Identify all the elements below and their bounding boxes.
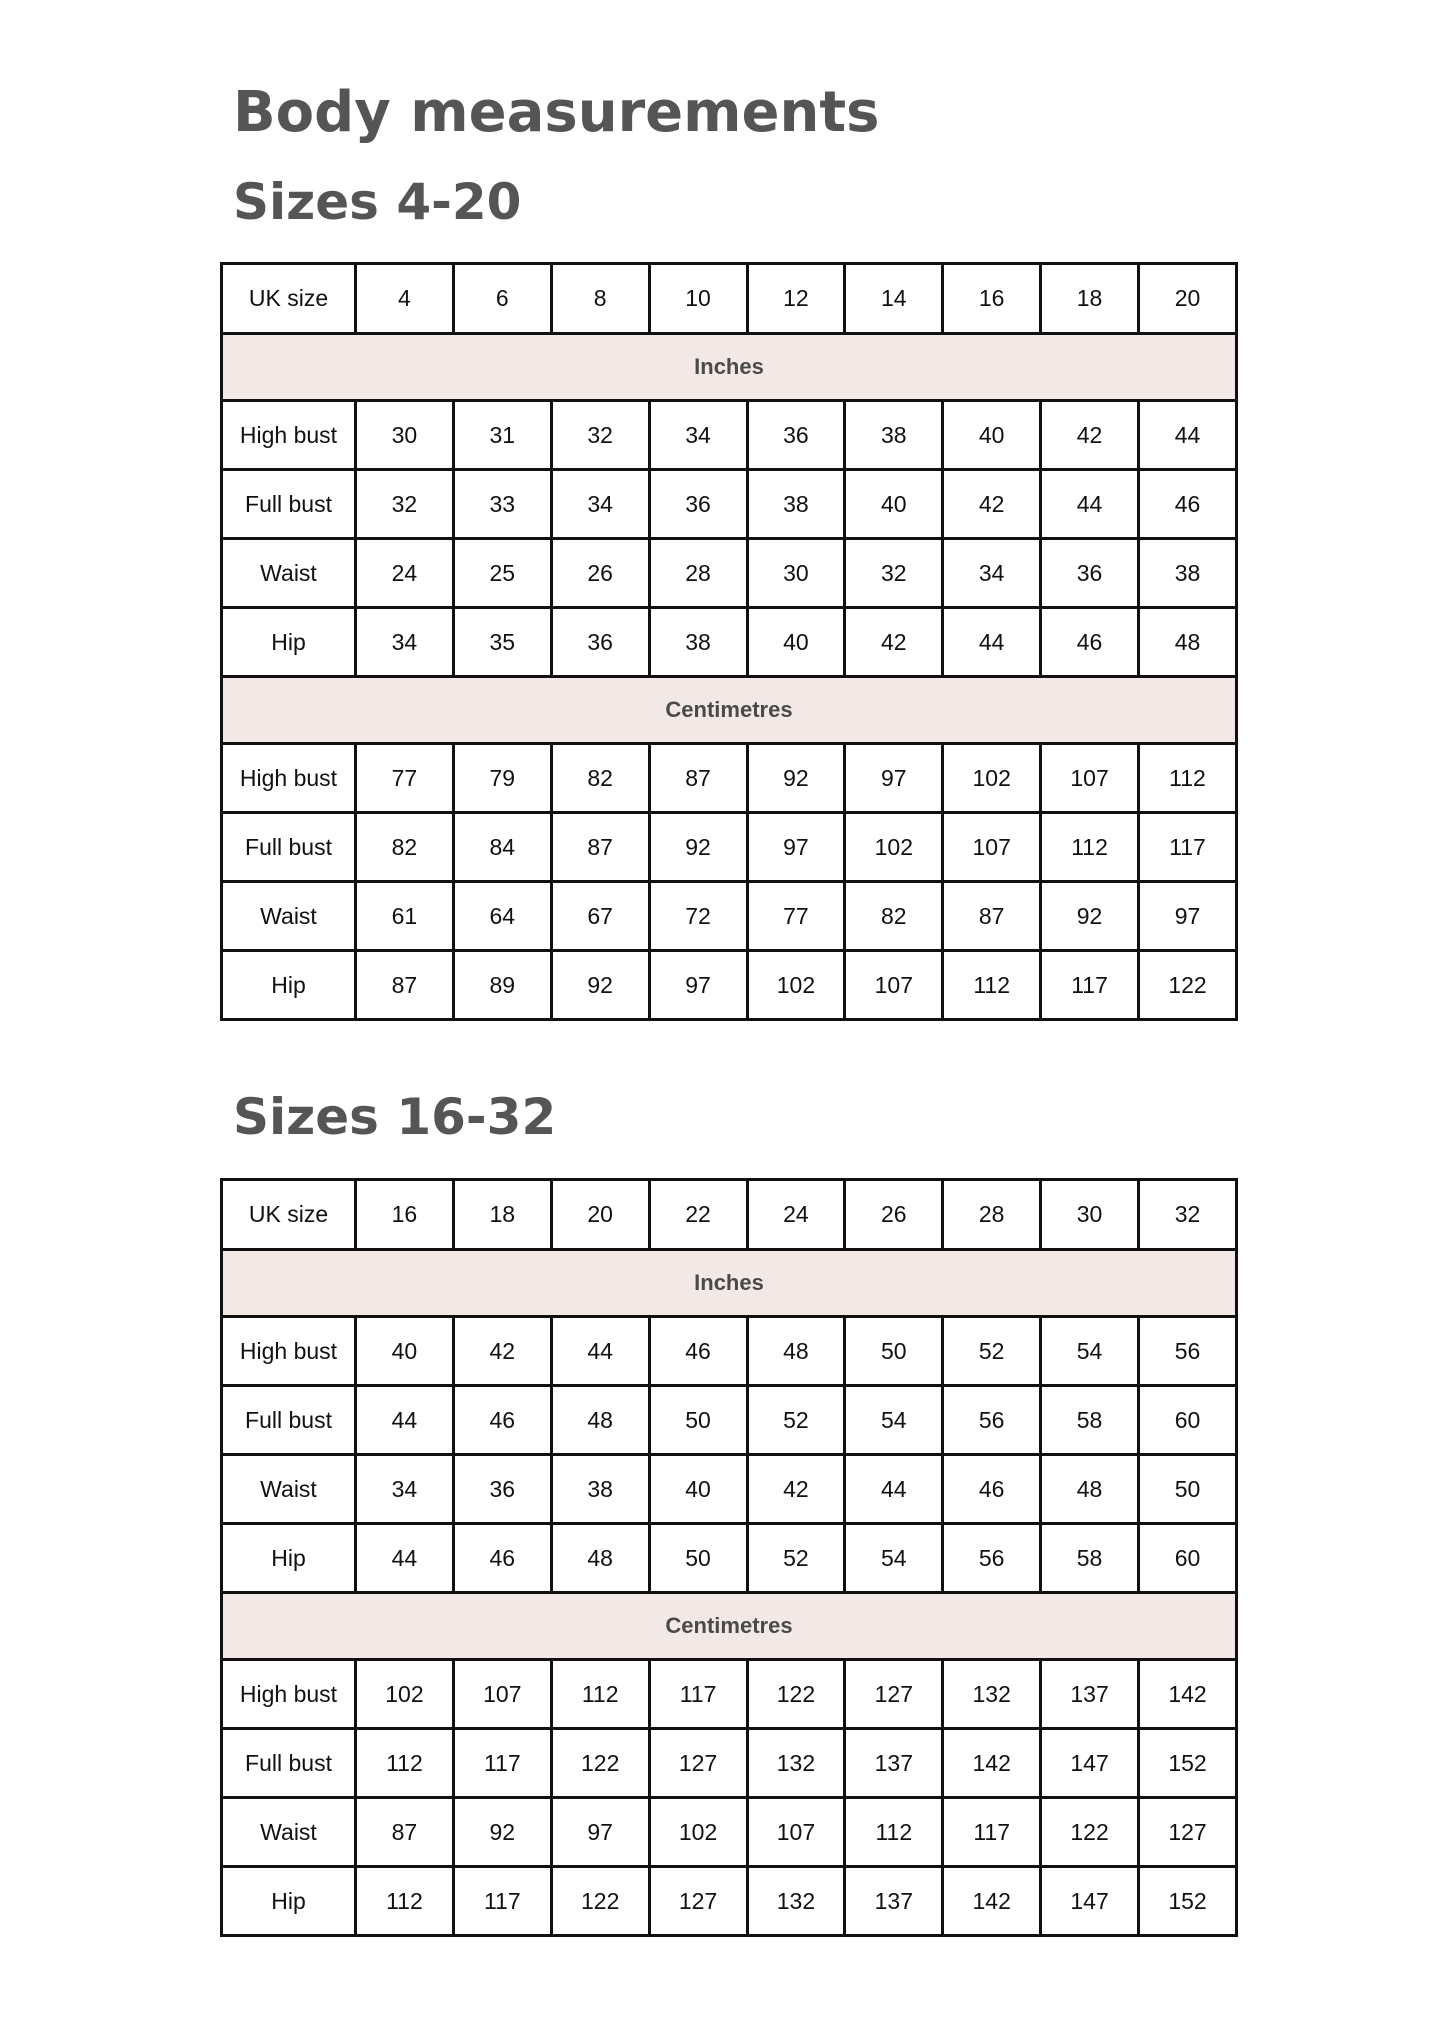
size-cell: 16 (356, 1180, 454, 1250)
measurement-value: 40 (747, 608, 845, 677)
measurement-value: 32 (845, 539, 943, 608)
table-header-row (222, 264, 1237, 334)
measurement-value: 87 (356, 1798, 454, 1867)
measurement-value: 42 (453, 1317, 551, 1386)
measurement-value: 36 (649, 470, 747, 539)
measurement-value: 42 (845, 608, 943, 677)
measurement-value: 36 (747, 401, 845, 470)
measurement-label: Waist (222, 1798, 356, 1867)
measurement-value: 79 (453, 744, 551, 813)
measurement-value: 127 (649, 1729, 747, 1798)
measurement-value: 32 (356, 470, 454, 539)
measurement-value: 92 (551, 951, 649, 1020)
measurement-value: 87 (551, 813, 649, 882)
measurement-value: 102 (356, 1660, 454, 1729)
measurement-value: 46 (1139, 470, 1237, 539)
size-table (220, 262, 1238, 1021)
measurement-value: 44 (551, 1317, 649, 1386)
measurement-value: 61 (356, 882, 454, 951)
size-cell: 12 (747, 264, 845, 334)
measurement-value: 44 (1139, 401, 1237, 470)
measurement-value: 137 (845, 1867, 943, 1936)
measurement-value: 127 (845, 1660, 943, 1729)
measurement-value: 117 (943, 1798, 1041, 1867)
measurement-value: 46 (453, 1386, 551, 1455)
table-header-row (222, 1180, 1237, 1250)
measurement-value: 44 (356, 1524, 454, 1593)
measurement-value: 50 (649, 1524, 747, 1593)
measurement-value: 60 (1139, 1524, 1237, 1593)
measurement-value: 36 (453, 1455, 551, 1524)
measurement-label: Waist (222, 539, 356, 608)
measurement-value: 92 (453, 1798, 551, 1867)
size-cell: 32 (1139, 1180, 1237, 1250)
measurement-value: 31 (453, 401, 551, 470)
table-row (222, 951, 1237, 1020)
measurement-value: 152 (1139, 1867, 1237, 1936)
table-row (222, 1867, 1237, 1936)
measurement-value: 34 (649, 401, 747, 470)
measurement-value: 97 (845, 744, 943, 813)
measurement-value: 97 (747, 813, 845, 882)
measurement-value: 87 (943, 882, 1041, 951)
measurement-value: 42 (747, 1455, 845, 1524)
measurement-value: 102 (845, 813, 943, 882)
measurement-value: 52 (747, 1386, 845, 1455)
size-cell: 24 (747, 1180, 845, 1250)
measurement-value: 132 (747, 1729, 845, 1798)
measurement-value: 38 (551, 1455, 649, 1524)
measurement-label: Hip (222, 1524, 356, 1593)
measurement-value: 127 (649, 1867, 747, 1936)
measurement-label: Full bust (222, 470, 356, 539)
table-row (222, 1660, 1237, 1729)
table-row (222, 539, 1237, 608)
measurement-value: 34 (551, 470, 649, 539)
measurement-value: 34 (356, 608, 454, 677)
measurement-value: 122 (551, 1729, 649, 1798)
measurement-value: 112 (356, 1867, 454, 1936)
size-cell: 20 (551, 1180, 649, 1250)
measurement-value: 142 (1139, 1660, 1237, 1729)
measurement-value: 117 (453, 1729, 551, 1798)
section-heading: Sizes 16-32 (233, 1088, 557, 1146)
measurement-value: 112 (1041, 813, 1139, 882)
size-cell: 16 (943, 264, 1041, 334)
table-row (222, 608, 1237, 677)
measurement-value: 36 (1041, 539, 1139, 608)
measurement-value: 147 (1041, 1867, 1139, 1936)
measurement-value: 132 (747, 1867, 845, 1936)
measurement-value: 117 (1139, 813, 1237, 882)
measurement-value: 34 (943, 539, 1041, 608)
centimetres-header-row (222, 677, 1237, 744)
table-row (222, 1455, 1237, 1524)
table-row (222, 813, 1237, 882)
measurement-value: 97 (649, 951, 747, 1020)
measurement-value: 25 (453, 539, 551, 608)
size-cell: 18 (1041, 264, 1139, 334)
measurement-value: 54 (845, 1524, 943, 1593)
measurement-value: 92 (1041, 882, 1139, 951)
measurement-value: 107 (943, 813, 1041, 882)
size-cell: 6 (453, 264, 551, 334)
measurement-value: 46 (453, 1524, 551, 1593)
measurement-value: 50 (1139, 1455, 1237, 1524)
measurement-value: 50 (845, 1317, 943, 1386)
measurement-value: 48 (551, 1524, 649, 1593)
size-cell: 8 (551, 264, 649, 334)
measurement-value: 56 (943, 1524, 1041, 1593)
measurement-value: 137 (1041, 1660, 1139, 1729)
table-row (222, 1524, 1237, 1593)
measurement-value: 46 (1041, 608, 1139, 677)
size-label-cell: UK size (222, 1180, 356, 1250)
measurement-value: 38 (747, 470, 845, 539)
size-cell: 14 (845, 264, 943, 334)
measurement-value: 42 (943, 470, 1041, 539)
measurement-value: 152 (1139, 1729, 1237, 1798)
size-cell: 26 (845, 1180, 943, 1250)
measurement-label: Hip (222, 608, 356, 677)
measurement-value: 97 (551, 1798, 649, 1867)
measurement-value: 112 (943, 951, 1041, 1020)
measurement-label: High bust (222, 401, 356, 470)
measurement-value: 112 (551, 1660, 649, 1729)
measurement-value: 82 (845, 882, 943, 951)
measurement-value: 56 (1139, 1317, 1237, 1386)
measurement-value: 92 (649, 813, 747, 882)
measurement-value: 72 (649, 882, 747, 951)
measurement-value: 44 (845, 1455, 943, 1524)
measurement-value: 50 (649, 1386, 747, 1455)
table-row (222, 401, 1237, 470)
section-heading: Sizes 4-20 (233, 173, 522, 231)
measurement-value: 58 (1041, 1524, 1139, 1593)
measurement-value: 82 (356, 813, 454, 882)
measurement-value: 46 (649, 1317, 747, 1386)
measurement-value: 44 (1041, 470, 1139, 539)
measurement-value: 112 (356, 1729, 454, 1798)
unit-label: Inches (222, 1250, 1237, 1317)
measurement-value: 67 (551, 882, 649, 951)
measurement-value: 46 (943, 1455, 1041, 1524)
measurement-value: 107 (747, 1798, 845, 1867)
measurement-label: High bust (222, 744, 356, 813)
measurement-value: 127 (1139, 1798, 1237, 1867)
measurement-value: 82 (551, 744, 649, 813)
measurement-value: 87 (649, 744, 747, 813)
size-cell: 30 (1041, 1180, 1139, 1250)
measurement-value: 132 (943, 1660, 1041, 1729)
unit-label: Centimetres (222, 1593, 1237, 1660)
measurement-label: High bust (222, 1660, 356, 1729)
measurement-value: 107 (845, 951, 943, 1020)
measurement-value: 24 (356, 539, 454, 608)
measurement-value: 97 (1139, 882, 1237, 951)
measurement-value: 52 (747, 1524, 845, 1593)
measurement-value: 117 (649, 1660, 747, 1729)
measurement-value: 42 (1041, 401, 1139, 470)
measurement-label: Hip (222, 951, 356, 1020)
measurement-value: 48 (1139, 608, 1237, 677)
measurement-value: 122 (1139, 951, 1237, 1020)
measurement-value: 122 (747, 1660, 845, 1729)
measurement-value: 28 (649, 539, 747, 608)
unit-label: Inches (222, 334, 1237, 401)
measurement-value: 84 (453, 813, 551, 882)
measurement-value: 142 (943, 1729, 1041, 1798)
measurement-value: 64 (453, 882, 551, 951)
measurement-value: 107 (453, 1660, 551, 1729)
table-row (222, 1798, 1237, 1867)
table-row (222, 470, 1237, 539)
measurement-value: 52 (943, 1317, 1041, 1386)
measurement-value: 48 (747, 1317, 845, 1386)
measurement-value: 77 (747, 882, 845, 951)
measurement-value: 40 (649, 1455, 747, 1524)
measurement-value: 58 (1041, 1386, 1139, 1455)
measurement-label: Waist (222, 1455, 356, 1524)
measurement-value: 92 (747, 744, 845, 813)
measurement-value: 48 (1041, 1455, 1139, 1524)
size-cell: 28 (943, 1180, 1041, 1250)
measurement-label: High bust (222, 1317, 356, 1386)
table-row (222, 1729, 1237, 1798)
measurement-value: 56 (943, 1386, 1041, 1455)
measurement-value: 117 (1041, 951, 1139, 1020)
measurement-value: 102 (649, 1798, 747, 1867)
page-title: Body measurements (233, 80, 880, 145)
measurement-value: 44 (943, 608, 1041, 677)
size-cell: 18 (453, 1180, 551, 1250)
table-row (222, 1386, 1237, 1455)
size-cell: 22 (649, 1180, 747, 1250)
size-cell: 4 (356, 264, 454, 334)
measurement-label: Full bust (222, 1729, 356, 1798)
measurement-value: 89 (453, 951, 551, 1020)
measurement-value: 60 (1139, 1386, 1237, 1455)
table-row (222, 882, 1237, 951)
size-label-cell: UK size (222, 264, 356, 334)
measurement-value: 54 (845, 1386, 943, 1455)
measurement-value: 54 (1041, 1317, 1139, 1386)
measurement-value: 112 (1139, 744, 1237, 813)
inches-header-row (222, 334, 1237, 401)
measurement-value: 33 (453, 470, 551, 539)
measurement-value: 32 (551, 401, 649, 470)
measurement-value: 38 (649, 608, 747, 677)
measurement-value: 40 (845, 470, 943, 539)
measurement-value: 26 (551, 539, 649, 608)
unit-label: Centimetres (222, 677, 1237, 744)
measurement-value: 30 (747, 539, 845, 608)
measurement-value: 117 (453, 1867, 551, 1936)
measurement-value: 35 (453, 608, 551, 677)
measurement-value: 77 (356, 744, 454, 813)
measurement-label: Full bust (222, 1386, 356, 1455)
size-table (220, 1178, 1238, 1937)
measurement-label: Full bust (222, 813, 356, 882)
measurement-value: 122 (551, 1867, 649, 1936)
size-cell: 20 (1139, 264, 1237, 334)
measurement-value: 38 (1139, 539, 1237, 608)
size-cell: 10 (649, 264, 747, 334)
measurement-label: Waist (222, 882, 356, 951)
measurement-value: 147 (1041, 1729, 1139, 1798)
measurement-value: 40 (356, 1317, 454, 1386)
measurement-value: 44 (356, 1386, 454, 1455)
measurement-value: 142 (943, 1867, 1041, 1936)
centimetres-header-row (222, 1593, 1237, 1660)
inches-header-row (222, 1250, 1237, 1317)
measurement-value: 40 (943, 401, 1041, 470)
measurement-value: 137 (845, 1729, 943, 1798)
measurement-value: 38 (845, 401, 943, 470)
table-row (222, 1317, 1237, 1386)
measurement-value: 30 (356, 401, 454, 470)
measurement-value: 107 (1041, 744, 1139, 813)
measurement-value: 112 (845, 1798, 943, 1867)
measurement-value: 36 (551, 608, 649, 677)
measurement-value: 102 (747, 951, 845, 1020)
measurement-label: Hip (222, 1867, 356, 1936)
measurement-value: 87 (356, 951, 454, 1020)
measurement-value: 34 (356, 1455, 454, 1524)
measurement-value: 102 (943, 744, 1041, 813)
measurement-value: 48 (551, 1386, 649, 1455)
table-row (222, 744, 1237, 813)
measurement-value: 122 (1041, 1798, 1139, 1867)
